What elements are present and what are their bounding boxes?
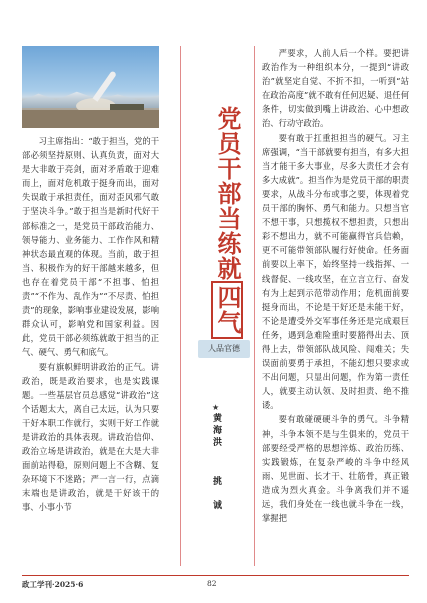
author-role-block [210, 476, 223, 512]
left-divider [180, 46, 181, 566]
paragraph-continued: 严要求，人前人后一个样。要把讲政治作为一种组织本分，一提到“讲政治”就坚定自觉、不折不扣，一听到“站在政治高度”就不敢有任何迟疑、退任何条件，切实做到嘴上讲政治、心中想政治、行动守政治。 [262, 48, 409, 129]
right-text-column [262, 46, 409, 525]
paragraph-section-3: 要有敢碰硬硬斗争的勇气。斗争精神，斗争本领不是与生俱来的，党员干部要经受严格的思想淬炼、政治历练、实践锻炼，在复杂严峻的斗争中经风雨、见世面、长才干、壮筋骨，真正锻造成为烈火真金。斗争离我们并不遥远，我们身处在一线也就斗争在一线，掌握把 [262, 414, 409, 524]
right-divider [254, 46, 255, 566]
column-tag: 人品官德 [198, 340, 250, 358]
paragraph-intro: 习主席指出：“敢于担当，党的干部必须坚持原则、认真负责，面对大是大非敢于亮剑，面对矛盾敢于迎难而上，面对危机敢于挺身而出，面对失误敢于承担责任，面对歪风邪气敢于坚决斗争。”敢于担当是新时代好干部标准之一，是党员干部政治能力、领导能力、业务能力、工作作风和精神状态最直观的体现。当前，敢于担当、积极作为的好干部越来越多，但也存在着党员干部“不担事、怕担责”“不作为、乱作为”“不尽责、怕担责”的现象，影响事业建设发展，影响群众认可，影响党和国家利益。因此，党员干部必须练就敢于担当的正气、硬气、勇气和底气。 [22, 136, 159, 358]
journal-name: 政工学刊·2025·6 [22, 580, 84, 589]
author-role: 挑 诚 [211, 476, 221, 512]
paragraph-section-1: 要有旗帜鲜明讲政治的正气。讲政治，既是政治要求，也是实践课题。一些基层官员总感觉“讲政治”这个话题太大，离自己太远，认为只要干好本职工作就行，实则干好工作就是讲政治的具体表现。讲政治信仰、政治立场是讲政治，就是在大是大非面前站得稳，原则问题上不含糊、复杂环境下不迷路；严一言一行，点滴末端也是讲政治，就是干好该干的事、小事小节 [22, 361, 159, 513]
paragraph-section-2: 要有敢于扛重担担当的硬气。习主席强调，“当干部就要有担当，有多大担当才能干多大事业，尽多大责任才会有多大成就”。担当作为是党员干部的职责要求，从战斗分布或事之要，体现着党员干部的胸怀、勇气和能力。只想当官不想干事，只想揽权不想担责，只想出彩不想出力，就不可能赢得官兵信赖，更不可能带领部队履行好使命。任务面前要以上率下，始终坚持一线指挥、一线督促、一线攻坚，在立言立行、奋发有为上起到示范带动作用；危机面前要挺身而出，不论是干好还是未能干好，不论是遭受外交军事任务还是完成艰巨任务，遇到急难险重时要豁得出去、顶得上去，带领部队战风险、闯难关；失误面前要勇于承担，不能幻想只要求或不出问题，只显出问题，作为第一责任人，就要主动认领、及时担责、绝不推诿。 [262, 132, 409, 411]
footer-rule [22, 575, 409, 576]
author-name: 黄海洪 [211, 413, 221, 449]
star-icon: ★ [212, 403, 220, 412]
page-number: 82 [207, 579, 217, 588]
left-text-column [22, 134, 159, 515]
article-title [210, 106, 245, 339]
author-block [210, 413, 223, 449]
page-footer [0, 575, 427, 595]
title-text: 党员干部当练就 [213, 106, 241, 281]
ground [22, 110, 159, 128]
title-boxed-text: 四气 [211, 281, 243, 339]
missile-launch-photo [22, 46, 159, 128]
